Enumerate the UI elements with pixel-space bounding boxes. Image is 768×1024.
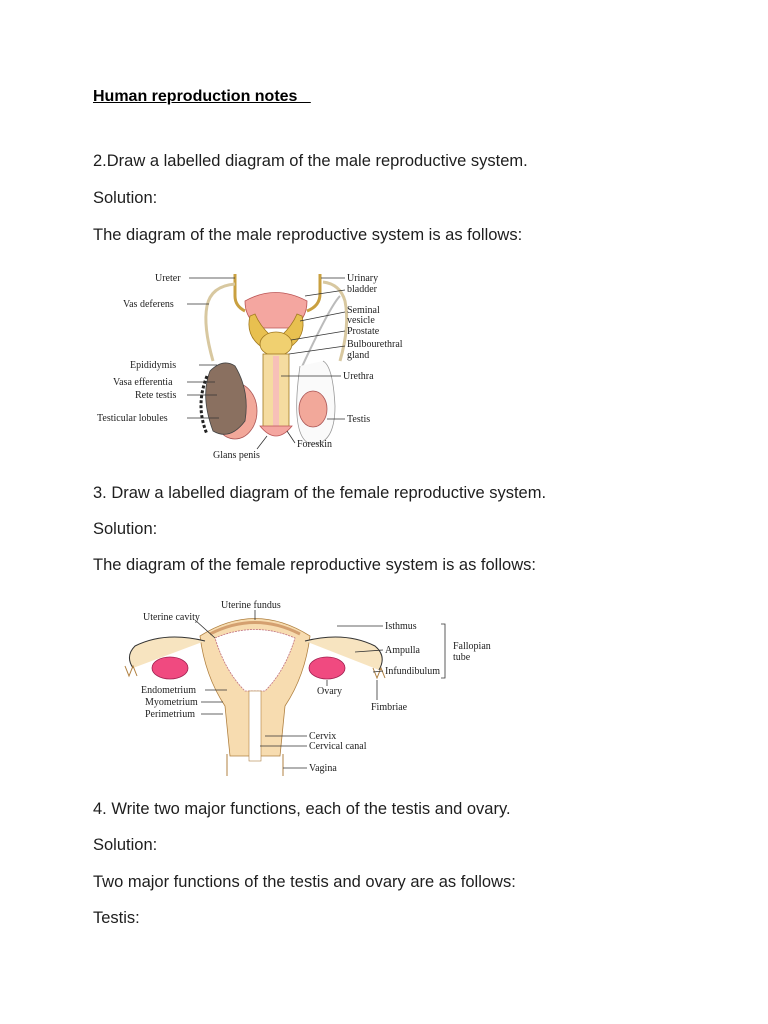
label-uterine-fundus: Uterine fundus [221, 600, 281, 611]
page-title: Human reproduction notes [93, 88, 311, 105]
label-glans-penis: Glans penis [213, 450, 260, 461]
label-vasa-efferentia: Vasa efferentia [113, 377, 173, 388]
label-vas-deferens: Vas deferens [123, 299, 174, 310]
label-uterine-cavity: Uterine cavity [143, 612, 200, 623]
label-vagina: Vagina [309, 763, 337, 774]
label-seminal: Seminal [347, 305, 380, 316]
label-perimetrium: Perimetrium [145, 709, 195, 720]
label-bulbourethral: Bulbourethral [347, 339, 403, 350]
question-3: 3. Draw a labelled diagram of the female reproductive system. [93, 484, 547, 502]
answer-2-intro: The diagram of the male reproductive system is as follows: [93, 226, 523, 244]
male-reproductive-diagram [95, 266, 415, 466]
question-2: 2.Draw a labelled diagram of the male reproductive system. [93, 152, 528, 170]
label-epididymis: Epididymis [130, 360, 177, 371]
female-reproductive-diagram [115, 596, 500, 778]
answer-3-intro: The diagram of the female reproductive system is as follows: [93, 556, 536, 574]
label-urethra: Urethra [343, 371, 374, 382]
label-prostate: Prostate [347, 326, 380, 337]
label-fallopian: Fallopian [453, 641, 491, 652]
label-ureter: Ureter [155, 273, 181, 284]
solution-4: Solution: [93, 836, 158, 854]
label-urinary: Urinary [347, 273, 379, 284]
label-bladder: bladder [347, 284, 377, 295]
testis-heading: Testis: [93, 909, 140, 927]
label-gland: gland [347, 350, 370, 361]
answer-4-intro: Two major functions of the testis and ovary are as follows: [93, 873, 516, 891]
label-infundibulum: Infundibulum [385, 666, 440, 677]
solution-2: Solution: [93, 189, 158, 207]
solution-3: Solution: [93, 520, 158, 538]
label-endometrium: Endometrium [141, 685, 196, 696]
label-testicular-lobules: Testicular lobules [97, 413, 168, 424]
label-testis: Testis [347, 414, 371, 425]
label-vesicle: vesicle [347, 315, 375, 326]
label-tube: tube [453, 652, 471, 663]
label-rete-testis: Rete testis [135, 390, 177, 401]
label-isthmus: Isthmus [385, 621, 417, 632]
label-cervical-canal: Cervical canal [309, 741, 367, 752]
label-myometrium: Myometrium [145, 697, 198, 708]
label-fimbriae: Fimbriae [371, 702, 408, 713]
label-ovary: Ovary [317, 686, 342, 697]
label-foreskin: Foreskin [297, 439, 332, 450]
label-ampulla: Ampulla [385, 645, 420, 656]
label-cervix: Cervix [309, 731, 337, 742]
question-4: 4. Write two major functions, each of the testis and ovary. [93, 800, 511, 818]
